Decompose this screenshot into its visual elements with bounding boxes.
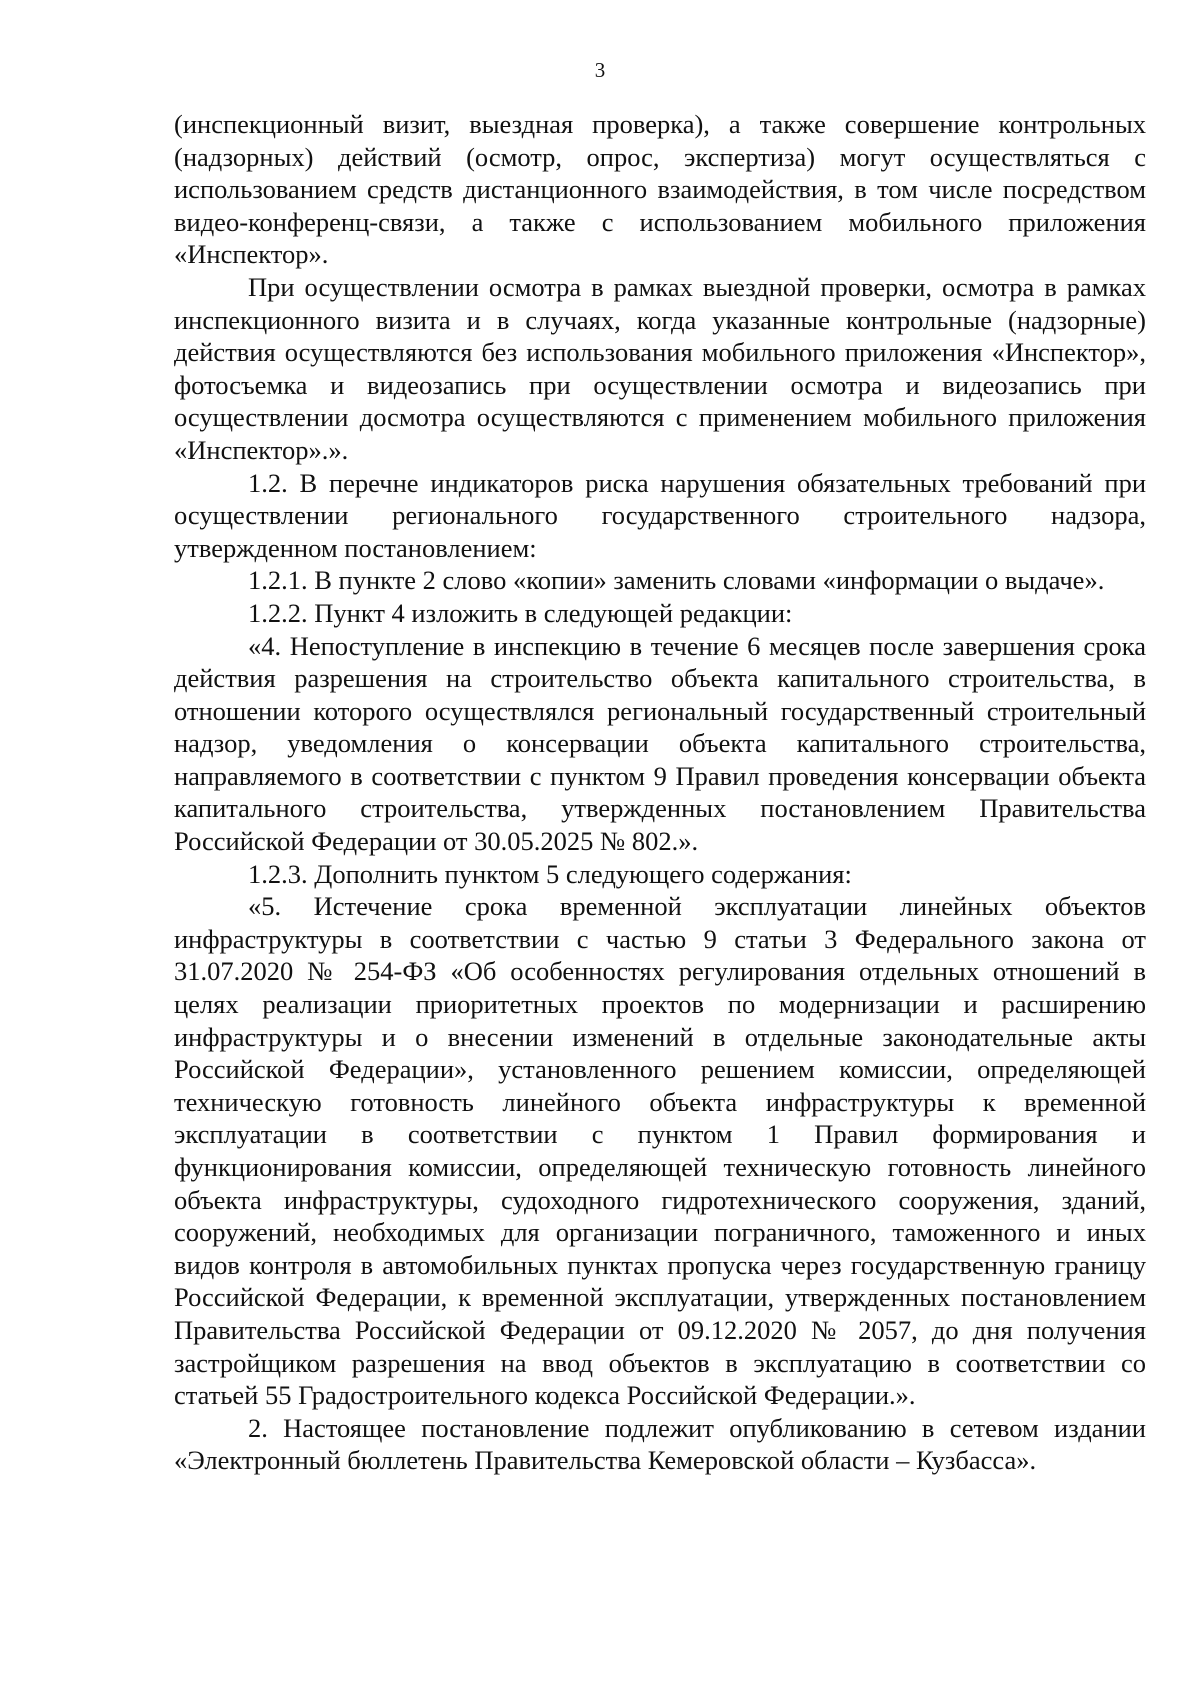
page-number: 3: [594, 58, 606, 82]
paragraph-item-4: «4. Непоступление в инспекцию в течение 6 месяцев после завершения срока действия разрешения на строительство объекта капитального строительства, в отношении которого осуществлялся региональный государственный строительный надзор, уведомления о консервации объекта капитального строительства, направляемого в соответствии с пунктом 9 Правил проведения консервации объекта капитального строительства, утвержденных постановлением Правительства Российской Федерации от 30.05.2025 № 802.».: [174, 630, 1146, 857]
paragraph-1-2-1: 1.2.1. В пункте 2 слово «копии» заменить словами «информации о выдаче».: [248, 565, 1105, 596]
document-body: [174, 108, 1146, 1477]
paragraph-1-2-2: 1.2.2. Пункт 4 изложить в следующей редакции:: [248, 597, 793, 628]
paragraph-inspection-photo: При осуществлении осмотра в рамках выездной проверки, осмотра в рамках инспекционного визита и в случаях, когда указанные контрольные (надзорные) действия осуществляются без использования мобильного приложения «Инспектор», фотосъемка и видеозапись при осуществлении осмотра и видеозапись при осуществлении досмотра осуществляются с применением мобильного приложения «Инспектор».».: [174, 271, 1146, 465]
paragraph-continuation: (инспекционный визит, выездная проверка), а также совершение контрольных (надзорных) действий (осмотр, опрос, экспертиза) могут осуществляться с использованием средств дистанционного взаимодействия, в том числе посредством видео-конференц-связи, а также с использованием мобильного приложения «Инспектор».: [174, 109, 1146, 270]
paragraph-item-5: «5. Истечение срока временной эксплуатации линейных объектов инфраструктуры в соответствии с частью 9 статьи 3 Федерального закона от 31.07.2020 № 254-ФЗ «Об особенностях регулирования отдельных отношений в целях реализации приоритетных проектов по модернизации и расширению инфраструктуры и о внесении изменений в отдельные законодательные акты Российской Федерации», установленного решением комиссии, определяющей техническую готовность линейного объекта инфраструктуры к временной эксплуатации в соответствии с пунктом 1 Правил формирования и функционирования комиссии, определяющей техническую готовность линейного объекта инфраструктуры, судоходного гидротехнического сооружения, зданий, сооружений, необходимых для организации пограничного, таможенного и иных видов контроля в автомобильных пунктах пропуска через государственную границу Российской Федерации, к временной эксплуатации, утвержденных постановлением Правительства Российской Федерации от 09.12.2020 № 2057, до дня получения застройщиком разрешения на ввод объектов в эксплуатацию в соответствии со статьей 55 Градостроительного кодекса Российской Федерации.».: [174, 891, 1146, 1411]
paragraph-1-2: 1.2. В перечне индикаторов риска нарушения обязательных требований при осуществлении регионального государственного строительного надзора, утвержденном постановлением:: [174, 467, 1146, 563]
paragraph-2-publication: 2. Настоящее постановление подлежит опубликованию в сетевом издании «Электронный бюллетень Правительства Кемеровской области – Кузбасса».: [174, 1412, 1146, 1476]
paragraph-1-2-3: 1.2.3. Дополнить пунктом 5 следующего содержания:: [248, 858, 852, 889]
